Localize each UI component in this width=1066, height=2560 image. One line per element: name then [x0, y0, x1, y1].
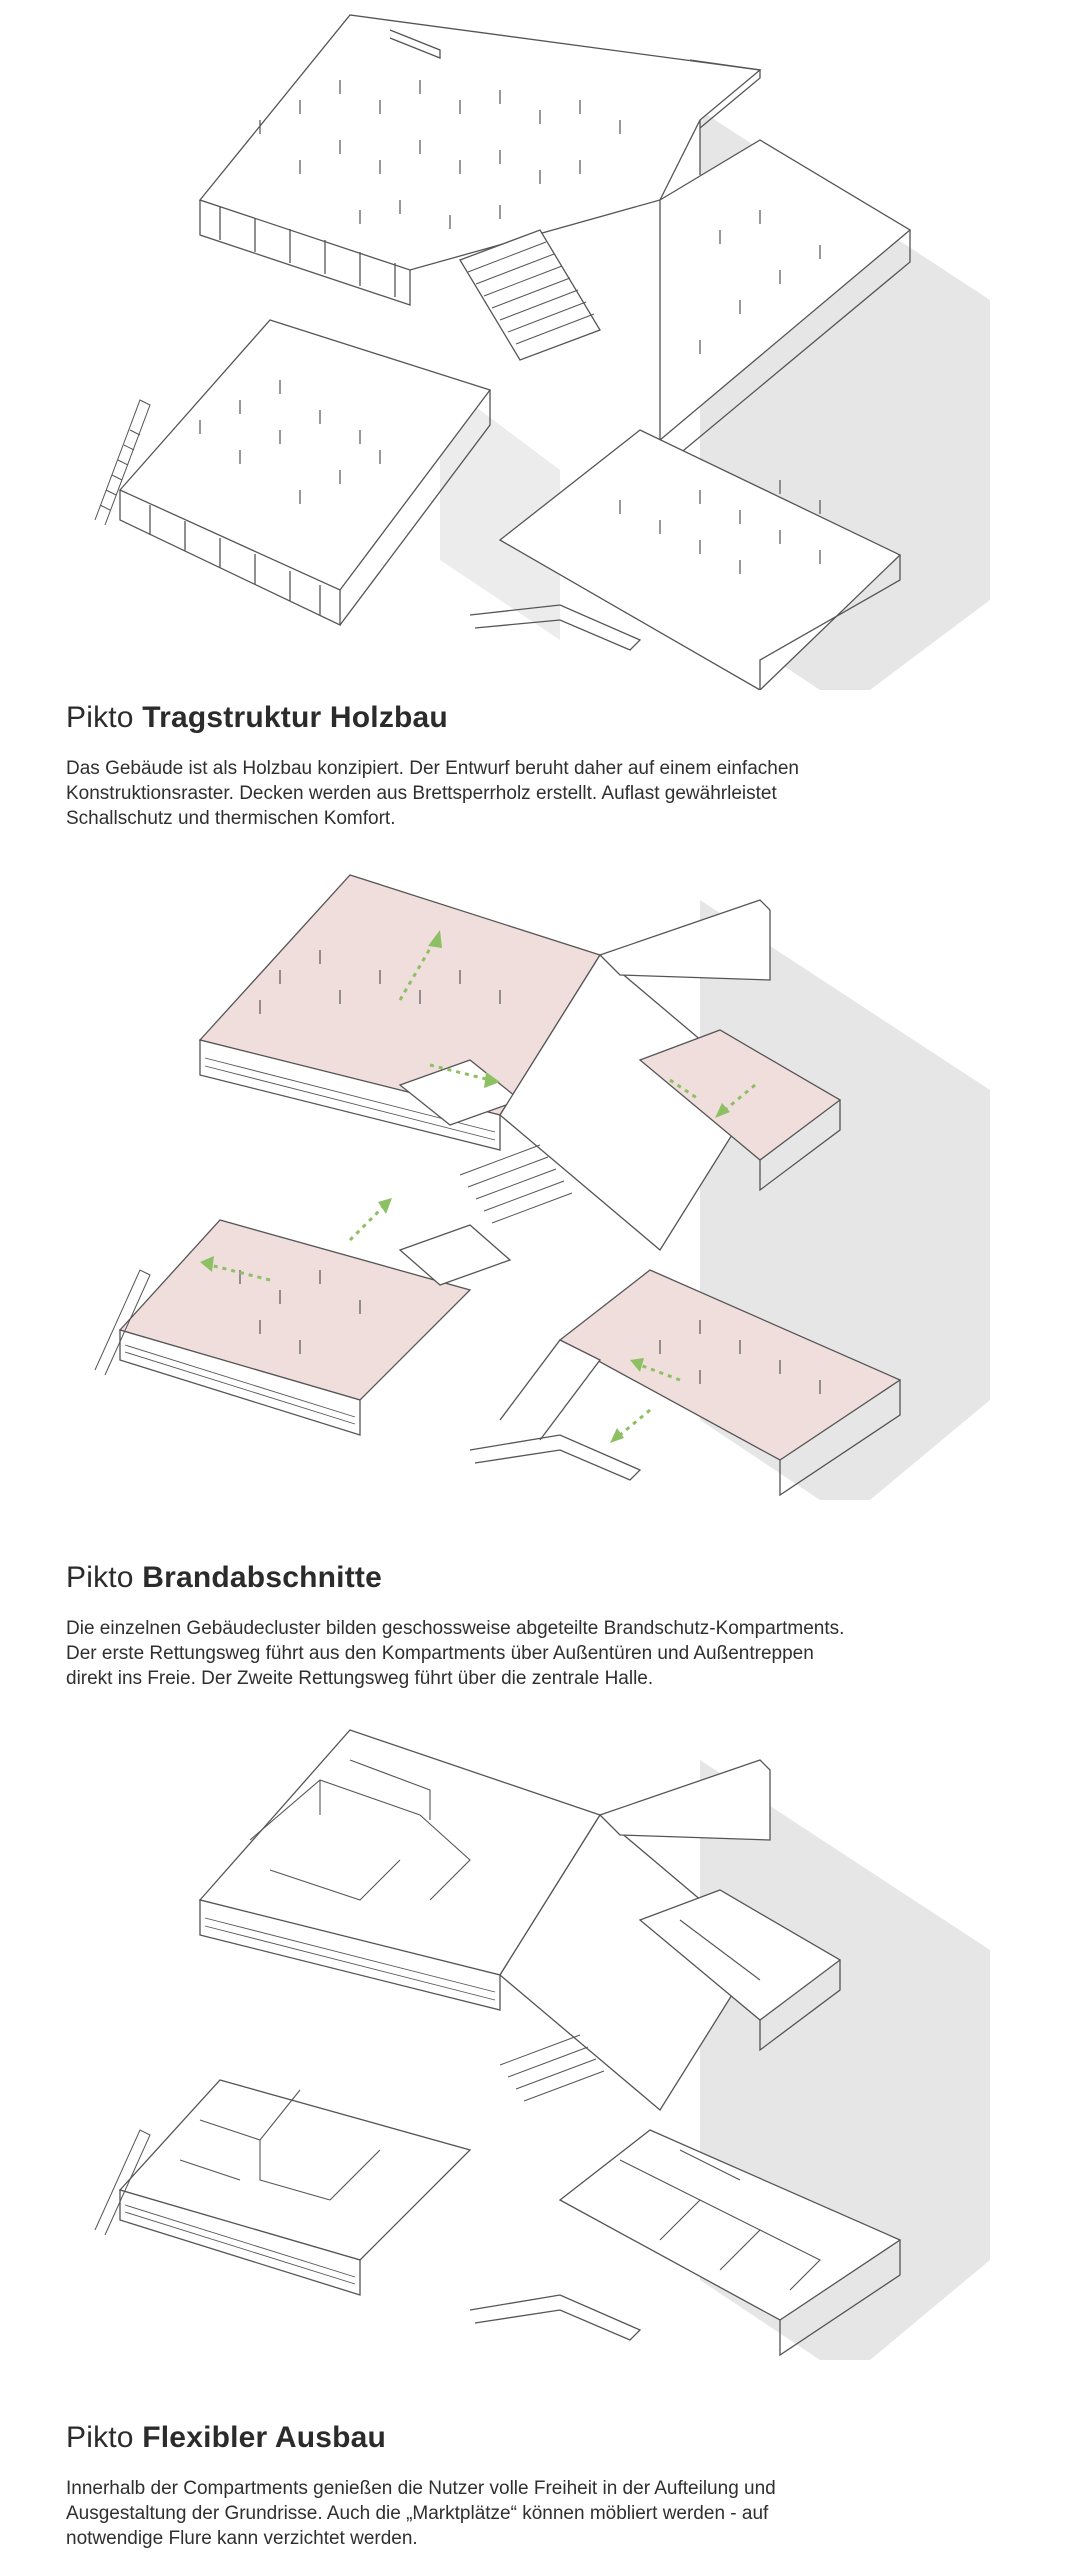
- title-strong: Flexibler Ausbau: [142, 2421, 387, 2454]
- caption-flexibler-ausbau: [66, 2420, 966, 2551]
- axonometric-flexible-layout-drawing: [0, 1720, 1066, 2410]
- panel-title: [66, 700, 966, 736]
- description-line: Das Gebäude ist als Holzbau konzipiert. Der Entwurf beruht daher auf einem einfachen: [66, 758, 799, 779]
- panel-description: [66, 2476, 966, 2551]
- panel-flexibler-ausbau: [0, 1720, 1066, 2560]
- title-strong: Brandabschnitte: [142, 1561, 382, 1594]
- description-line: Innerhalb der Compartments genießen die Nutzer volle Freiheit in der Aufteilung und: [66, 2478, 776, 2499]
- floor-slab-west: [120, 320, 490, 590]
- panel-title: [66, 1560, 966, 1596]
- axonometric-structure-drawing: [0, 0, 1066, 690]
- panel-title: [66, 2420, 966, 2456]
- description-line: Konstruktionsraster. Decken werden aus Brettsperrholz erstellt. Auflast gewährleistet: [66, 783, 777, 804]
- panel-tragstruktur: [0, 0, 1066, 860]
- title-strong: Tragstruktur Holzbau: [142, 701, 448, 734]
- title-prefix: Pikto: [66, 2421, 134, 2454]
- caption-tragstruktur: [66, 700, 966, 831]
- description-line: direkt ins Freie. Der Zweite Rettungsweg führt über die zentrale Halle.: [66, 1668, 654, 1689]
- description-line: Die einzelnen Gebäudecluster bilden geschossweise abgeteilte Brandschutz-Kompartments.: [66, 1618, 845, 1639]
- description-line: notwendige Flure kann verzichtet werden.: [66, 2528, 418, 2549]
- title-prefix: Pikto: [66, 1561, 134, 1594]
- panel-description: [66, 1616, 966, 1691]
- title-prefix: Pikto: [66, 701, 134, 734]
- panel-description: [66, 756, 966, 831]
- axonometric-fire-compartments-drawing: [0, 860, 1066, 1560]
- description-line: Ausgestaltung der Grundrisse. Auch die „Marktplätze“ können möbliert werden - auf: [66, 2503, 769, 2524]
- caption-brandabschnitte: [66, 1560, 966, 1691]
- description-line: Schallschutz und thermischen Komfort.: [66, 808, 396, 829]
- description-line: Der erste Rettungsweg führt aus den Kompartments über Außentüren und Außentreppen: [66, 1643, 814, 1664]
- panel-brandabschnitte: [0, 860, 1066, 1720]
